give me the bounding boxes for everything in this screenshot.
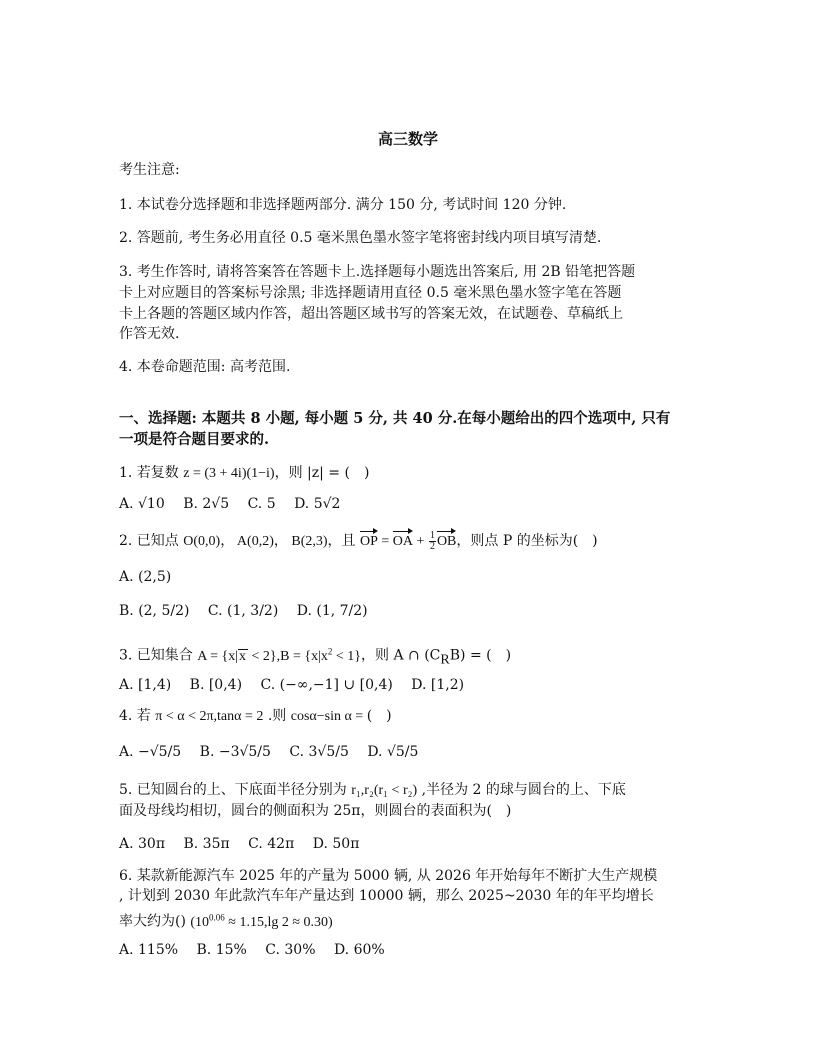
question-4-options bbox=[119, 742, 432, 762]
question-5-stem-line-1: 5. 已知圆台的上、下底面半径分别为 r₁,r₂(r₁ < r₂) ,半径为 2 的球与圆台的上、下底 bbox=[119, 782, 626, 798]
q1-option-b[interactable]: B. 2√5 bbox=[183, 496, 230, 512]
notice-item-4: 4. 本卷命题范围: 高考范围. bbox=[119, 359, 291, 375]
q6-option-a[interactable]: A. 115% bbox=[119, 942, 179, 958]
hint-formula: ($10^{0.06} \approx 1.15,\lg$ 2 ≈ 0.30) bbox=[190, 912, 333, 930]
q2-option-b[interactable]: B. (2, 5/2) bbox=[119, 603, 190, 619]
q6-option-b[interactable]: B. 15% bbox=[196, 942, 247, 958]
q4-option-b[interactable]: B. −3√5/5 bbox=[199, 744, 271, 760]
q5-option-d[interactable]: D. 50π bbox=[312, 836, 360, 852]
question-2-option-a[interactable]: A. (2,5) bbox=[119, 569, 172, 585]
q4-option-c[interactable]: C. 3√5/5 bbox=[289, 744, 349, 760]
q5-option-a[interactable]: A. 30π bbox=[119, 836, 166, 852]
q1-option-a[interactable]: A. √10 bbox=[119, 496, 165, 512]
question-6-stem-line-1: 6. 某款新能源汽车 2025 年的产量为 5000 辆, 从 2026 年开始每年不断扩大生产规模 bbox=[119, 868, 658, 884]
question-1-options bbox=[119, 494, 354, 514]
set-definitions: $A = \{x|x < 2\},B = \{x|x^2 < 1\}$ bbox=[197, 646, 362, 664]
q3-option-c[interactable]: C. (−∞,−1] ∪ [0,4) bbox=[260, 677, 393, 693]
q4-option-a[interactable]: A. −√5/5 bbox=[119, 744, 182, 760]
q4-option-d[interactable]: D. √5/5 bbox=[367, 744, 419, 760]
q3-option-d[interactable]: D. [1,2) bbox=[411, 677, 465, 693]
question-6-options bbox=[119, 940, 399, 960]
notice-item-3-line-2: 卡上对应题目的答案标号涂黑; 非选择题请用直径 0.5 毫米黑色墨水签字笔在答题 bbox=[119, 285, 622, 301]
q2-option-c[interactable]: C. (1, 3/2) bbox=[207, 603, 279, 619]
notice-item-1: 1. 本试卷分选择题和非选择题两部分. 满分 150 分, 考试时间 120 分钟. bbox=[119, 197, 567, 213]
notice-item-3-line-1: 3. 考生作答时, 请将答案答在答题卡上.选择题每小题选出答案后, 用 2B 铅笔把答题 bbox=[119, 264, 636, 280]
question-4-stem: 4. 若 π < α < 2π,tanα = 2 .则 cosα−sin α = ( ) bbox=[119, 708, 392, 724]
q6-option-d[interactable]: D. 60% bbox=[333, 942, 385, 958]
question-5-stem-line-2: 面及母线均相切，圆台的侧面积为 25π，则圆台的表面积为( ) bbox=[119, 803, 512, 819]
page-title: 高三数学 bbox=[377, 130, 438, 148]
q3-option-a[interactable]: A. [1,4) bbox=[119, 677, 172, 693]
q6-option-c[interactable]: C. 30% bbox=[265, 942, 316, 958]
section-heading-line-2: 一项是符合题目要求的. bbox=[119, 431, 270, 448]
question-6-stem-line-3: 率大约为() ($10^{0.06} \approx 1.15,\lg$ 2 ≈ 0.30) bbox=[119, 912, 333, 930]
notice-heading: 考生注意: bbox=[119, 162, 180, 178]
question-1-stem: 1. 若复数 z = (3 + 4i)(1−i)，则 |z| = ( ) bbox=[119, 465, 370, 481]
notice-item-2: 2. 答题前, 考生务必用直径 0.5 毫米黑色墨水签字笔将密封线内项目填写清楚. bbox=[119, 230, 602, 246]
notice-item-3-line-3: 卡上各题的答题区域内作答，超出答题区域书写的答案无效，在试题卷、草稿纸上 bbox=[119, 306, 623, 322]
question-5-options bbox=[119, 834, 373, 854]
question-2-stem: 2. 已知点 O(0,0)， A(0,2)， B(2,3)，且 OP = OA + $\frac{1}{2}$ OB，则点 P 的坐标为( ) bbox=[119, 530, 598, 553]
section-heading-line-1: 一、选择题: 本题共 8 小题, 每小题 5 分, 共 40 分.在每小题给出的四个选项中, 只有 bbox=[119, 410, 671, 427]
notice-item-3-line-4: 作答无效. bbox=[119, 326, 180, 342]
question-3-stem: 3. 已知集合 $A = \{x|x < 2\},B = \{x|x^2 < 1\}$，则 A ∩ $(C_RB)$ = ( ) bbox=[119, 646, 512, 668]
q1-option-c[interactable]: C. 5 bbox=[247, 496, 276, 512]
question-2-options bbox=[119, 601, 382, 621]
q2-option-d[interactable]: D. (1, 7/2) bbox=[296, 603, 368, 619]
question-3-options bbox=[119, 675, 478, 695]
question-6-stem-line-2: , 计划到 2030 年此款汽车年产量达到 10000 辆，那么 2025~2030 年的年平均增长 bbox=[119, 888, 654, 904]
vector-equation: OP = OA + $\frac{1}{2}$ OB bbox=[359, 530, 457, 553]
q5-option-c[interactable]: C. 42π bbox=[248, 836, 295, 852]
q3-option-b[interactable]: B. [0,4) bbox=[189, 677, 243, 693]
q1-option-d[interactable]: D. 5√2 bbox=[294, 496, 341, 512]
q5-option-b[interactable]: B. 35π bbox=[183, 836, 230, 852]
